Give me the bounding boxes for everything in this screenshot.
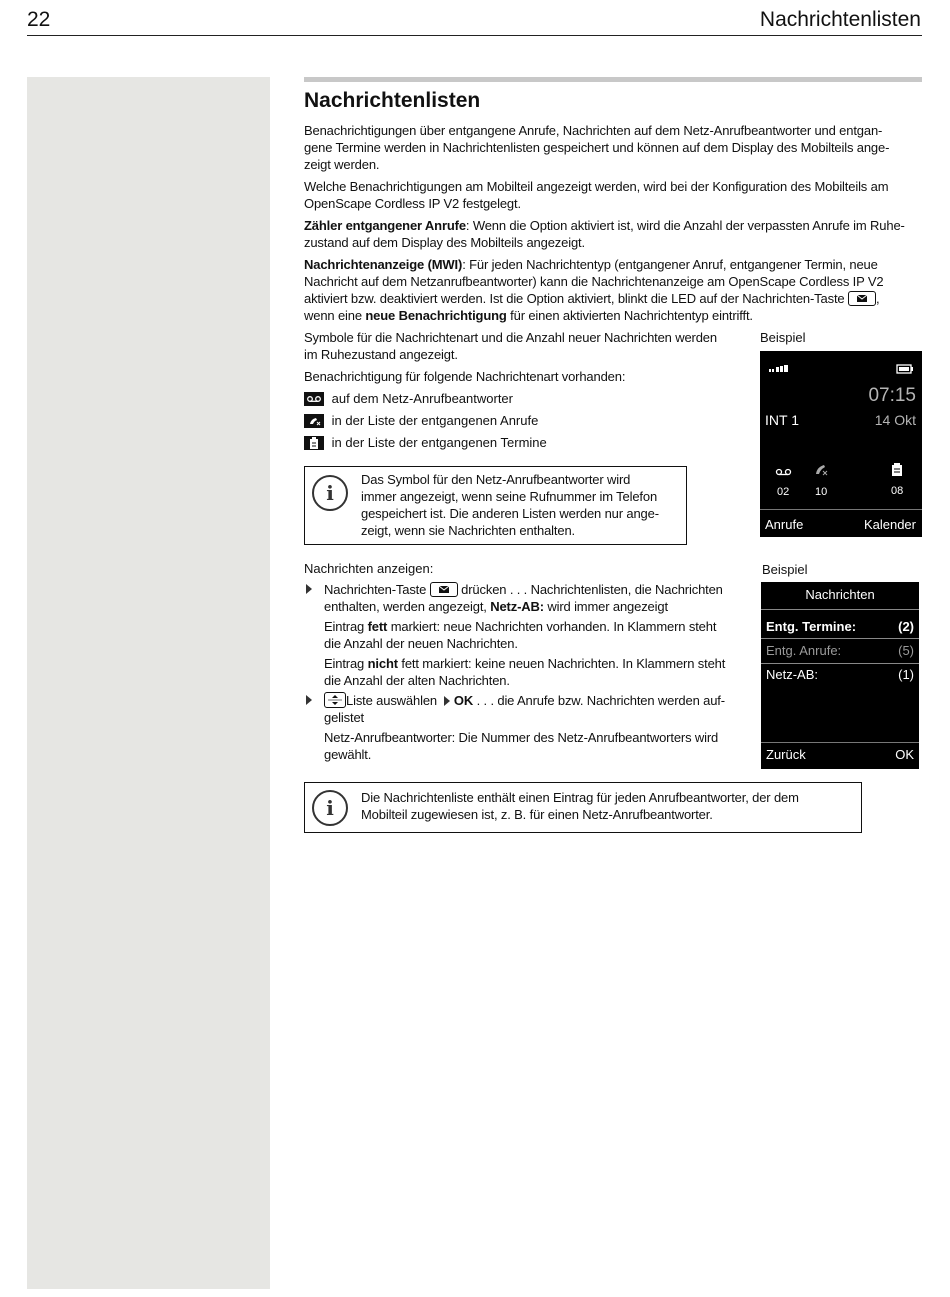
text-line: OpenScape Cordless IP V2 festgelegt.	[304, 196, 521, 211]
notbold-entry-explanation	[324, 655, 754, 689]
list-item	[304, 434, 754, 456]
info-box-text	[361, 789, 856, 823]
bold-term: fett	[367, 619, 388, 634]
text-span: : Für jeden Nachrichtentyp (entgangener Anruf, entgangener Termin, neue	[462, 257, 878, 272]
text-span: ,	[875, 291, 880, 306]
text-line: Netz-Anrufbeantworter: Die Nummer des Netz-Anrufbeantworters wird	[324, 730, 719, 745]
signal-icon	[769, 361, 791, 379]
softkey-left[interactable]: Zurück	[766, 747, 806, 762]
phone-screen-title: Nachrichten	[805, 587, 875, 602]
info-box	[304, 782, 862, 833]
bold-term: neue Benachrichtigung	[365, 308, 507, 323]
list-item-text: in der Liste der entgangenen Termine	[331, 435, 547, 450]
voicemail-count: 02	[777, 486, 790, 498]
bold-term: Zähler entgangener Anrufe	[304, 218, 466, 233]
text-span: drücken	[461, 582, 507, 597]
text-span: Nachrichten-Taste	[324, 582, 427, 597]
softkey-left[interactable]: Anrufe	[765, 517, 804, 532]
step-arrow-icon	[306, 584, 312, 594]
bold-entry-explanation	[324, 618, 754, 652]
text-span: wird immer angezeigt	[543, 599, 668, 614]
text-line	[304, 307, 924, 324]
message-key-icon	[848, 291, 876, 306]
softkey-right[interactable]: Kalender	[863, 517, 916, 532]
notif-types-label: Benachrichtigung für folgende Nachrichtenart vorhanden:	[304, 369, 626, 384]
text-line: gewählt.	[324, 747, 372, 762]
text-line: zeigt, wenn sie Nachrichten enthalten.	[361, 523, 575, 538]
title-divider	[761, 609, 919, 610]
text-line: zeigt werden.	[304, 157, 380, 172]
text-line	[304, 290, 924, 307]
softkey-divider	[760, 509, 922, 510]
running-header-title: Nachrichtenlisten	[759, 8, 921, 31]
list-item	[304, 412, 754, 434]
show-messages-heading: Nachrichten anzeigen:	[304, 561, 434, 576]
text-span: . . . die Anrufe bzw. Nachrichten werden auf-	[476, 693, 725, 708]
text-line: immer angezeigt, wenn seine Rufnummer im Telefon	[361, 489, 658, 504]
list-item	[304, 390, 754, 412]
notification-list	[304, 390, 754, 456]
phone-idle-screen	[760, 351, 922, 537]
list-item-count: (2)	[898, 619, 914, 634]
text-line: zustand auf dem Display des Mobilteils angezeigt.	[304, 235, 585, 250]
list-item-missed-calls[interactable]	[761, 639, 919, 664]
example-label: Beispiel	[762, 562, 808, 577]
text-line	[324, 655, 754, 672]
text-line: im Ruhezustand angezeigt.	[304, 347, 458, 362]
navigation-key-icon	[324, 692, 346, 708]
text-line	[304, 217, 924, 234]
phone-handset-name: INT 1	[765, 412, 799, 428]
list-item-text: in der Liste der entgangenen Anrufe	[331, 413, 539, 428]
list-item-label: Netz-AB:	[766, 667, 819, 682]
example-label: Beispiel	[760, 330, 806, 345]
text-span: Eintrag	[324, 656, 368, 671]
list-item-label: Entg. Anrufe:	[766, 643, 842, 658]
info-icon: i	[312, 790, 348, 826]
text-line	[304, 256, 924, 273]
missed-appointment-icon	[891, 462, 903, 481]
config-paragraph	[304, 178, 924, 212]
bold-term: Netz-AB:	[490, 599, 544, 614]
list-item-count: (5)	[898, 643, 914, 658]
header-rule	[27, 35, 922, 36]
voicemail-icon	[775, 464, 793, 482]
appointments-count: 08	[891, 485, 904, 497]
missed-call-icon	[304, 414, 324, 428]
softkey-divider	[761, 742, 919, 743]
text-span: Liste auswählen	[346, 693, 437, 708]
list-item-appointments[interactable]	[761, 614, 919, 639]
text-line: die Anzahl der neuen Nachrichten.	[324, 636, 518, 651]
list-item-count: (1)	[898, 667, 914, 682]
text-line	[304, 581, 754, 598]
list-item-text: auf dem Netz-Anrufbeantworter	[331, 391, 513, 406]
netz-ab-explanation	[324, 729, 754, 763]
phone-messages-screen	[761, 582, 919, 769]
bold-term: nicht	[367, 656, 398, 671]
text-span: Eintrag	[324, 619, 368, 634]
text-span: : Wenn die Option aktiviert ist, wird die Anzahl der verpassten Anrufe im Ruhe-	[465, 218, 905, 233]
text-line: Nachricht auf dem Netzanrufbeantworter) kann die Nachrichtenanzeige am OpenScape Cordless IP V2	[304, 274, 884, 289]
missed-call-icon	[815, 463, 829, 482]
intro-paragraph	[304, 122, 924, 173]
text-line: Welche Benachrichtigungen am Mobilteil angezeigt werden, wird bei der Konfiguration des Mobilteils am	[304, 179, 889, 194]
symbols-paragraph	[304, 329, 754, 363]
step-arrow-icon	[306, 695, 312, 705]
text-span: aktiviert bzw. deaktiviert werden. Ist die Option aktiviert, blinkt die LED auf der Nachrichten-Taste	[304, 291, 845, 306]
bold-term: Nachrichtenanzeige (MWI)	[304, 257, 463, 272]
text-line: gelistet	[324, 710, 364, 725]
missed-calls-count: 10	[815, 486, 828, 498]
info-box	[304, 466, 687, 545]
voicemail-icon	[304, 392, 324, 406]
step-1	[304, 581, 754, 615]
text-span: wenn eine	[304, 308, 366, 323]
text-span: . . . Nachrichtenlisten, die Nachrichten	[509, 582, 723, 597]
section-title: Nachrichtenlisten	[304, 89, 481, 112]
step-2	[304, 692, 754, 726]
phone-date: 14 Okt	[874, 412, 916, 428]
step-arrow-icon	[444, 696, 450, 706]
message-key-icon	[430, 582, 458, 597]
phone-time: 07:15	[868, 385, 916, 406]
mwi-paragraph	[304, 256, 924, 324]
text-line	[324, 618, 754, 635]
counter-paragraph	[304, 217, 924, 251]
text-line: Das Symbol für den Netz-Anrufbeantworter wird	[361, 472, 631, 487]
text-line	[304, 598, 754, 615]
text-line: die Anzahl der alten Nachrichten.	[324, 673, 510, 688]
text-line: Die Nachrichtenliste enthält einen Eintrag für jeden Anrufbeantworter, der dem	[361, 790, 799, 805]
list-item-label: Entg. Termine:	[766, 619, 857, 634]
list-item-netz-ab[interactable]	[761, 664, 919, 688]
text-line: Mobilteil zugewiesen ist, z. B. für einen Netz-Anrufbeantworter.	[361, 807, 713, 822]
text-line: Benachrichtigungen über entgangene Anrufe, Nachrichten auf dem Netz-Anrufbeantworter und entgan-	[304, 123, 883, 138]
info-icon: i	[312, 475, 348, 511]
text-line: Symbole für die Nachrichtenart und die Anzahl neuer Nachrichten werden	[304, 330, 717, 345]
text-line: gene Termine werden in Nachrichtenlisten gespeichert und können auf dem Display des Mobilteils ange-	[304, 140, 890, 155]
info-box-text	[361, 471, 681, 539]
text-line	[304, 692, 754, 709]
section-top-bar	[304, 77, 922, 82]
text-span: fett markiert: keine neuen Nachrichten. In Klammern steht	[397, 656, 726, 671]
battery-icon	[896, 361, 914, 379]
softkey-right[interactable]: OK	[895, 747, 914, 762]
missed-appointment-icon	[304, 436, 324, 450]
page-number: 22	[27, 8, 51, 31]
text-span: enthalten, werden angezeigt,	[324, 599, 491, 614]
text-span: markiert: neue Nachrichten vorhanden. In Klammern steht	[387, 619, 717, 634]
text-span: für einen aktivierten Nachrichtentyp eintrifft.	[506, 308, 753, 323]
sidebar-margin	[27, 77, 270, 1289]
ok-key-label: OK	[453, 693, 474, 708]
text-line: gespeichert ist. Die anderen Listen werden nur ange-	[361, 506, 659, 521]
